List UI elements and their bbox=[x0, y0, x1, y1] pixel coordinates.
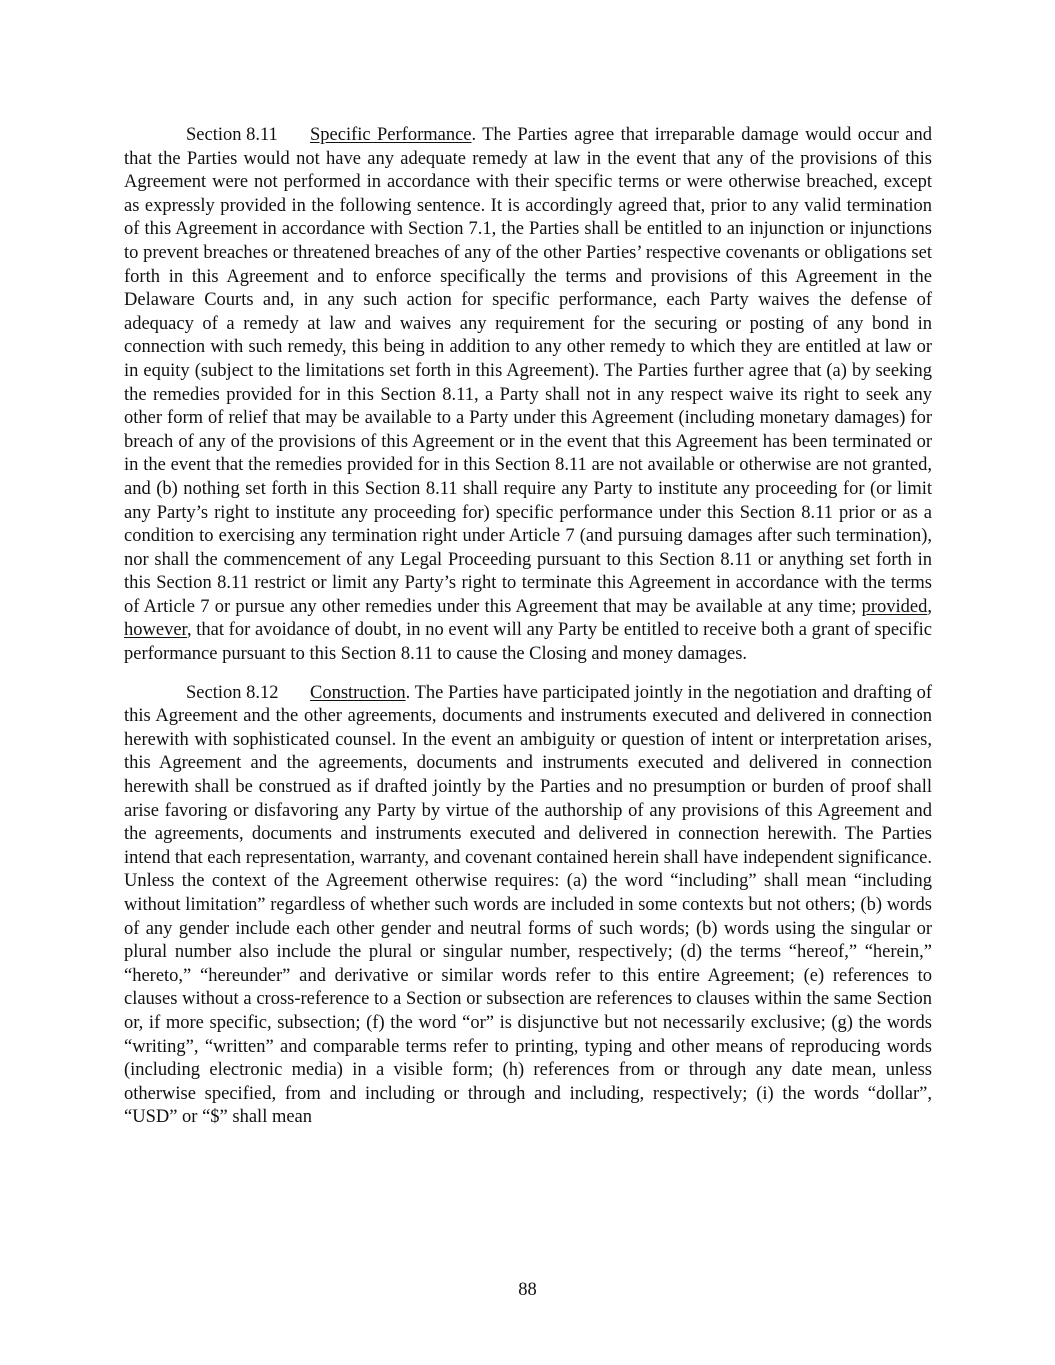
section-body: . The Parties agree that irreparable damage would occur and that the Parties would not have any adequate remedy at law in the event that any of the provisions of this Agreement were not performed in accordance with their specific terms or were otherwise breached, except as expressly provided in the following sentence. It is accordingly agreed that, prior to any valid termination of this Agreement in accordance with Section 7.1, the Parties shall be entitled to an injunction or injunctions to prevent breaches or threatened breaches of any of the other Parties’ respective covenants or obligations set forth in this Agreement and to enforce specifically the terms and provisions of this Agreement in the Delaware Courts and, in any such action for specific performance, each Party waives the defense of adequacy of a remedy at law and waives any requirement for the securing or posting of any bond in connection with such remedy, this being in addition to any other remedy to which they are entitled at law or in equity (subject to the limitations set forth in this Agreement). The Parties further agree that (a) by seeking the remedies provided for in this Section 8.11, a Party shall not in any respect waive its right to seek any other form of relief that may be available to a Party under this Agreement (including monetary damages) for breach of any of the provisions of this Agreement or in the event that this Agreement has been terminated or in the event that the remedies provided for in this Section 8.11 are not available or otherwise are not granted, and (b) nothing set forth in this Section 8.11 shall require any Party to institute any proceeding for (or limit any Party’s right to institute any proceeding for) specific performance under this Section 8.11 prior or as a condition to exercising any termination right under Article 7 (and pursuing damages after such termination), nor shall the commencement of any Legal Proceeding pursuant to this Section 8.11 or anything set forth in this Section 8.11 restrict or limit any Party’s right to terminate this Agreement in accordance with the terms of Article 7 or pursue any other remedies under this Agreement that may be available at any time; bbox=[124, 125, 932, 617]
section-heading: Specific Performance bbox=[310, 125, 472, 145]
section-8-12-paragraph bbox=[124, 682, 932, 1130]
section-heading: Construction bbox=[310, 682, 406, 703]
page-number: 88 bbox=[518, 1280, 537, 1300]
provided-term: provided bbox=[861, 596, 928, 617]
however-term: however bbox=[124, 620, 187, 641]
section-body: . The Parties have participated jointly in the negotiation and drafting of this Agreement and the other agreements, documents and instruments executed and delivered in connection herewith with sophisticated counsel. In the event an ambiguity or question of intent or interpretation arises, this Agreement and the agreements, documents and instruments executed and delivered in connection herewith shall be construed as if drafted jointly by the Parties and no presumption or burden of proof shall arise favoring or disfavoring any Party by virtue of the authorship of any provisions of this Agreement and the agreements, documents and instruments executed and delivered in connection herewith. The Parties intend that each representation, warranty, and covenant contained herein shall have independent significance. Unless the context of the Agreement otherwise requires: (a) the word “including” shall mean “including without limitation” regardless of whether such words are included in some contexts but not others; (b) words of any gender include each other gender and neutral forms of such words; (b) words using the singular or plural number also include the plural or singular number, respectively; (d) the terms “hereof,” “herein,” “hereto,” “hereunder” and derivative or similar words refer to this entire Agreement; (e) references to clauses without a cross-reference to a Section or subsection are references to clauses within the same Section or, if more specific, subsection; (f) the word “or” is disjunctive but not necessarily exclusive; (g) the words “writing”, “written” and comparable terms refer to printing, typing and other means of reproducing words (including electronic media) in a visible form; (h) references from or through any date mean, unless otherwise specified, from and including or through and including, respectively; (i) the words “dollar”, “USD” or “$” shall mean bbox=[124, 682, 932, 1128]
section-body-continued: , that for avoidance of doubt, in no event will any Party be entitled to receive both a grant of specific performance pursuant to this Section 8.11 to cause the Closing and money damages. bbox=[124, 620, 932, 665]
section-8-11-paragraph bbox=[124, 124, 932, 667]
section-number: Section 8.11 bbox=[186, 125, 278, 145]
section-number: Section 8.12 bbox=[186, 682, 279, 703]
document-page bbox=[124, 124, 932, 1130]
comma-separator: , bbox=[927, 596, 932, 617]
